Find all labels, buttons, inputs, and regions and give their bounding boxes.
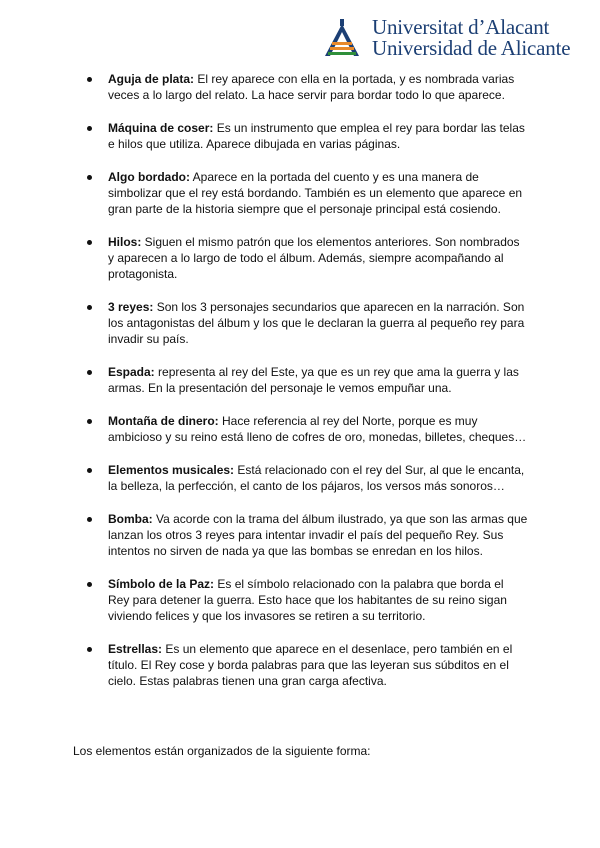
item-term: 3 reyes:: [108, 300, 154, 314]
item-description: Está relacionado con el rey del Sur, al que le encanta, la belleza, la perfección, el canto de los pájaros, los versos más sonoros…: [108, 463, 525, 493]
logo-line-1: Universitat d’Alacant: [372, 15, 550, 39]
item-term: Montaña de dinero:: [108, 414, 219, 428]
item-term: Algo bordado:: [108, 170, 190, 184]
list-item: [0, 576, 600, 624]
item-description: El rey aparece con ella en la portada, y es nombrada varias veces a lo largo del relato. La hace servir para bordar todo lo que aparece.: [108, 72, 515, 102]
item-description: Siguen el mismo patrón que los elementos anteriores. Son nombrados y aparecen a lo largo de todo el álbum. Además, siempre acompañando al protagonista.: [108, 235, 520, 281]
item-term: Bomba:: [108, 512, 153, 526]
list-item: [0, 71, 600, 103]
closing-paragraph: Los elementos están organizados de la siguiente forma:: [73, 744, 371, 758]
item-term: Espada:: [108, 365, 155, 379]
item-description: Son los 3 personajes secundarios que aparecen en la narración. Son los antagonistas del álbum y los que le declaran la guerra al pequeño rey para invadir su país.: [108, 300, 525, 346]
list-item: [0, 364, 600, 396]
item-description: Va acorde con la trama del álbum ilustrado, ya que son las armas que lanzan los otros 3 reyes para intentar invadir el país del pequeño Rey. Sus intentos no sirven de nada ya que las bombas se enredan en los hilos.: [108, 512, 528, 558]
list-item: [0, 169, 600, 217]
item-description: Aparece en la portada del cuento y es una manera de simbolizar que el rey está bordando. También es un elemento que aparece en gran parte de la historia siempre que el personaje principal está cosiendo.: [108, 170, 523, 216]
item-description: representa al rey del Este, ya que es un rey que ama la guerra y las armas. En la presentación del personaje le vemos empuñar una.: [108, 365, 519, 395]
logo-line-2: Universidad de Alicante: [372, 36, 571, 60]
item-term: Estrellas:: [108, 642, 163, 656]
university-logo: [322, 14, 590, 62]
item-term: Hilos:: [108, 235, 142, 249]
logo-text: [372, 17, 570, 59]
list-item: [0, 299, 600, 347]
elements-list: [0, 71, 600, 706]
list-item: [0, 462, 600, 494]
list-item: [0, 641, 600, 689]
item-description: Es un elemento que aparece en el desenlace, pero también en el título. El Rey cose y borda palabras para que las leyeran sus súbditos en el cielo. Estas palabras tienen una gran carga afectiva.: [108, 642, 513, 688]
item-term: Elementos musicales:: [108, 463, 235, 477]
list-item: [0, 234, 600, 282]
item-term: Aguja de plata:: [108, 72, 195, 86]
university-emblem-icon: [322, 16, 366, 60]
item-term: Símbolo de la Paz:: [108, 577, 215, 591]
list-item: [0, 511, 600, 559]
item-description: Es el símbolo relacionado con la palabra que borda el Rey para detener la guerra. Esto hace que los habitantes de su reino sigan viviendo felices y que los invasores se retiren a su territorio.: [108, 577, 507, 623]
item-description: Es un instrumento que emplea el rey para bordar las telas e hilos que utiliza. Aparece dibujada en varias páginas.: [108, 121, 525, 151]
list-item: [0, 413, 600, 445]
list-item: [0, 120, 600, 152]
item-term: Máquina de coser:: [108, 121, 214, 135]
item-description: Hace referencia al rey del Norte, porque es muy ambicioso y su reino está lleno de cofres de oro, monedas, billetes, cheques…: [108, 414, 527, 444]
